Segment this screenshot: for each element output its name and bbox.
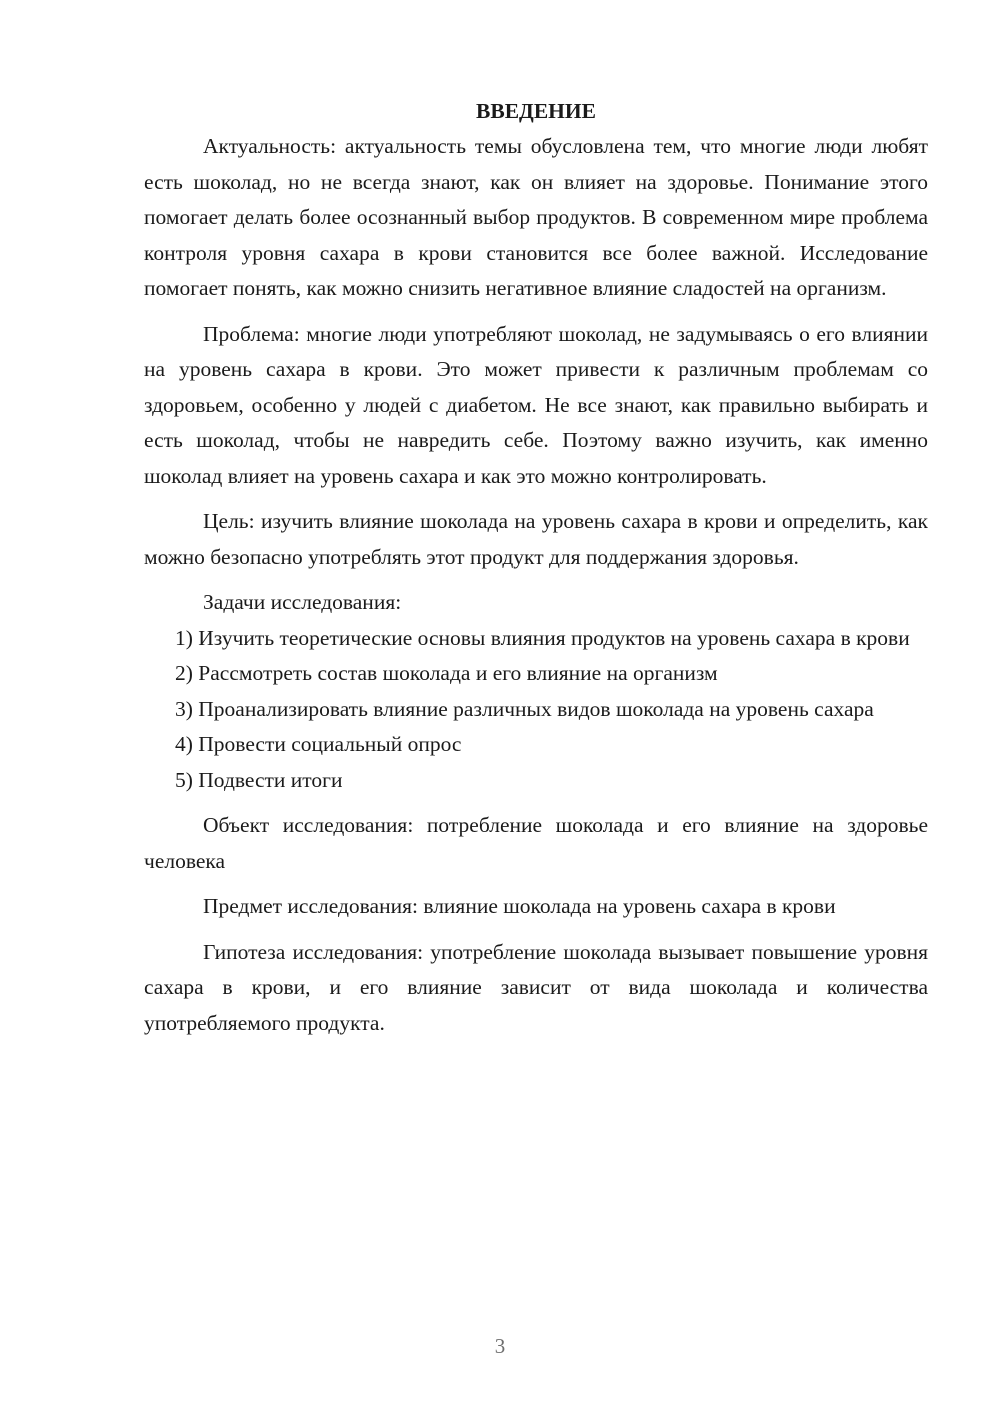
task-item-4: 4) Провести социальный опрос (175, 732, 462, 756)
section-heading: ВВЕДЕНИЕ (476, 99, 596, 123)
task-item-2: 2) Рассмотреть состав шоколада и его влияние на организм (175, 661, 718, 685)
goal-paragraph: Цель: изучить влияние шоколада на уровень сахара в крови и определить, как можно безопасно употреблять этот продукт для поддержания здоровья. (144, 509, 928, 569)
subject-paragraph: Предмет исследования: влияние шоколада на уровень сахара в крови (203, 894, 836, 918)
page-number: 3 (494, 1334, 506, 1358)
page-content (144, 94, 928, 1041)
tasks-title: Задачи исследования: (203, 590, 402, 614)
object-paragraph: Объект исследования: потребление шоколада и его влияние на здоровье человека (144, 813, 928, 873)
task-item-3: 3) Проанализировать влияние различных видов шоколада на уровень сахара (175, 696, 874, 721)
task-item-1: 1) Изучить теоретические основы влияния продуктов на уровень сахара в крови (175, 625, 910, 650)
hypothesis-paragraph: Гипотеза исследования: употребление шоколада вызывает повышение уровня сахара в крови, и его влияние зависит от вида шоколада и количества употребляемого продукта. (144, 939, 928, 1035)
problem-paragraph: Проблема: многие люди употребляют шоколад, не задумываясь о его влиянии на уровень сахара в крови. Это может привести к различным проблемам со здоровьем, особенно у людей с диабетом. Не все знают, как правильно выбирать и есть шоколад, чтобы не навредить себе. Поэтому важно изучить, как именно шоколад влияет на уровень сахара и как это можно контролировать. (144, 321, 928, 488)
relevance-paragraph: Актуальность: актуальность темы обусловлена тем, что многие люди любят есть шоколад, но не всегда знают, как он влияет на здоровье. Понимание этого помогает делать более осознанный выбор продуктов. В современном мире проблема контроля уровня сахара в крови становится все более важной. Исследование помогает понять, как можно снизить негативное влияние сладостей на организм. (144, 134, 928, 300)
task-item-5: 5) Подвести итоги (175, 767, 343, 792)
